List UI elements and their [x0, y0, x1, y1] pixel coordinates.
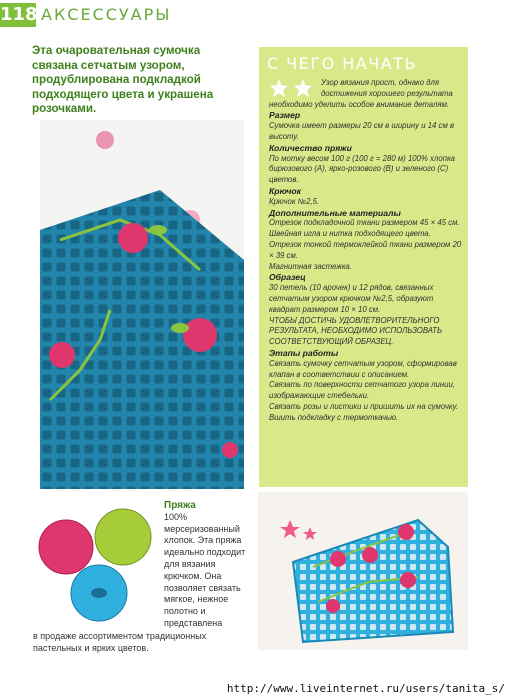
panel-heading: Количество пряжи — [269, 142, 352, 153]
how-to-start-panel — [259, 47, 468, 487]
bag-photo — [258, 492, 468, 650]
panel-text: Сумочка имеет размеры 20 см в ширину и 14 см в высоту. — [269, 121, 455, 141]
panel-title: С ЧЕГО НАЧАТЬ — [267, 54, 417, 73]
panel-heading: Дополнительные материалы — [269, 207, 401, 218]
intro-text: Эта очаровательная сумочка связана сетчатым узором, продублирована подкладкой подходящего цвета и украшена розочками. — [32, 44, 214, 115]
stars-icon — [269, 78, 319, 98]
yarn-title: Пряжа — [164, 500, 196, 511]
yarn-box — [164, 500, 254, 630]
panel-text: Крючок №2,5. — [269, 196, 320, 206]
yarn-body: 100% мерсеризованный хлопок. Эта пряжа идеально подходит для вязания крючком. Она позволяет связать мягкое, нежное полотно и представлена — [164, 511, 246, 628]
section-title: АКСЕССУАРЫ — [41, 5, 172, 24]
panel-heading: Размер — [269, 110, 301, 121]
panel-heading: Этапы работы — [269, 347, 339, 358]
panel-text: Отрезок тонкой термоклейкой ткани размером 20 × 39 см. — [269, 239, 462, 260]
panel-text: Швейная игла и нитка подходящего цвета. — [269, 229, 431, 239]
yarn-photo — [33, 497, 155, 629]
footer-url[interactable]: http://www.liveinternet.ru/users/tanita_s/ — [226, 682, 505, 695]
main-bag-photo — [40, 120, 244, 489]
panel-text: По мотку весом 100 г (100 г = 280 м) 100% хлопка бирюзового (А), ярко-розового (В) и зеленого (С) цветов. — [269, 153, 455, 185]
panel-text: Связать розы и листики и пришить их на сумочку. — [269, 401, 459, 411]
page-number: 118 — [0, 4, 38, 25]
panel-text: Связать сумочку сетчатым узором, сформировав клапан в соответствии с описанием. — [269, 358, 457, 379]
panel-text: Вшить подкладку с термоткачью. — [269, 412, 399, 422]
panel-lead: Узор вязания прост, однако для достижения хорошего результата необходимо уделить особое внимание деталям. — [269, 78, 453, 109]
panel-text: Отрезок подкладочной ткани размером 45 × 45 см. — [269, 218, 460, 228]
panel-text: Связать по поверхности сетчатого узора линии, изображающие стебельки. — [269, 380, 455, 401]
panel-heading: Образец — [269, 272, 306, 283]
panel-heading: Крючок — [269, 185, 302, 196]
panel-text: Магнитная застежка. — [269, 261, 352, 271]
panel-text: ЧТОБЫ ДОСТИЧЬ УДОВЛЕТВОРИТЕЛЬНОГО РЕЗУЛЬТАТА, НЕОБХОДИМО ИСПОЛЬЗОВАТЬ СООТВЕТСТВУЮЩИЙ ОБРАЗЕЦ. — [269, 315, 443, 347]
yarn-tail: в продаже ассортиментом традиционных пастельных и ярких цветов. — [33, 631, 207, 653]
panel-text: 30 петель (10 арочек) и 12 рядов, связанных сетчатым узором крючком №2,5, образуют квадрат размером 10 × 10 см. — [269, 283, 434, 314]
panel-body — [269, 78, 464, 424]
